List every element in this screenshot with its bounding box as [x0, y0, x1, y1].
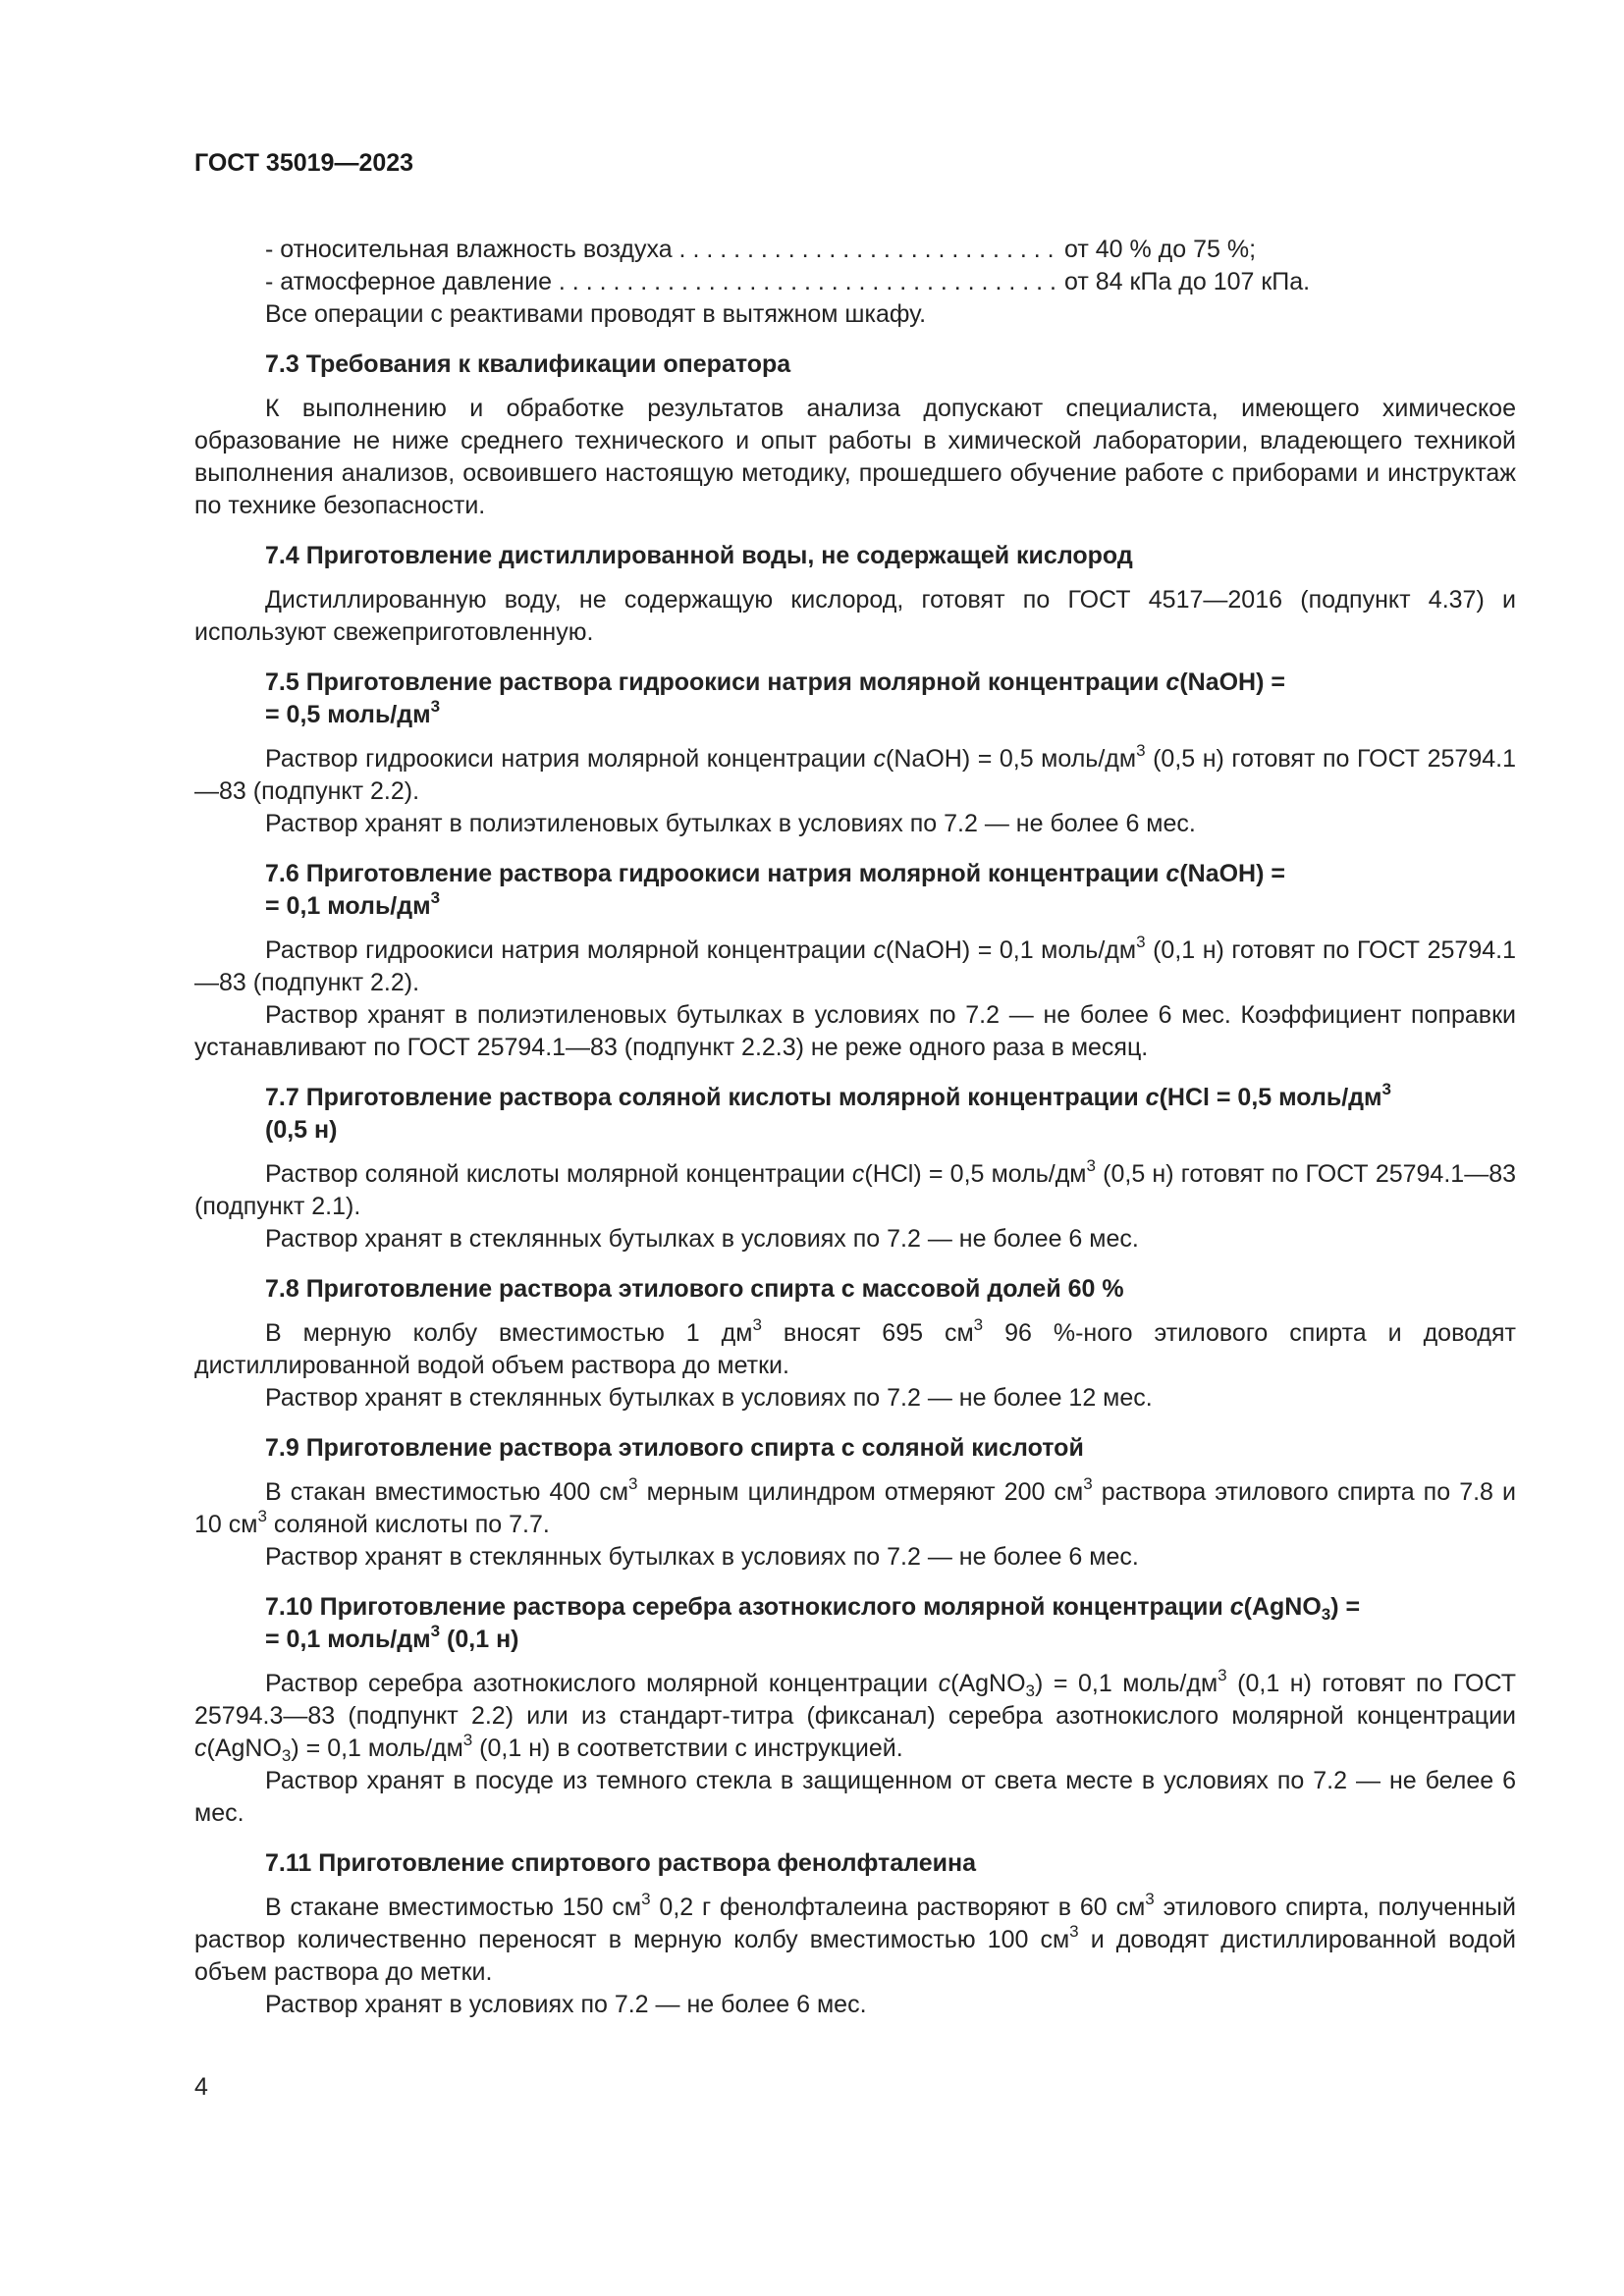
superscript: 3 — [973, 1315, 984, 1334]
heading-line-2 — [265, 699, 1516, 731]
section-heading-7-7 — [265, 1082, 1516, 1147]
paragraph: Раствор хранят в стеклянных бутылках в условиях по 7.2 — не более 6 мес. — [265, 1225, 1139, 1253]
superscript: 3 — [628, 1474, 638, 1493]
paragraph: Раствор хранят в стеклянных бутылках в условиях по 7.2 — не более 12 мес. — [265, 1384, 1153, 1412]
heading-text: = 0,5 моль/дм — [265, 701, 431, 728]
condition-humidity — [265, 234, 1516, 266]
text: В мерную колбу вместимостью 1 дм — [265, 1319, 753, 1347]
condition-value: от 84 кПа до 107 кПа. — [1064, 268, 1311, 295]
paragraph — [194, 1158, 1516, 1223]
paragraph: Раствор хранят в стеклянных бутылках в условиях по 7.2 — не более 6 мес. — [265, 1543, 1139, 1571]
superscript: 3 — [1136, 741, 1146, 760]
heading-text: 7.7 Приготовление раствора соляной кислоты молярной концентрации — [265, 1084, 1146, 1111]
section-heading-7-8: 7.8 Приготовление раствора этилового спирта с массовой долей 60 % — [265, 1275, 1124, 1303]
text: (NaOH) = 0,1 моль/дм — [886, 936, 1137, 964]
superscript: 3 — [430, 697, 441, 716]
text: 96 %-ного этилового спирта и доводят дистиллированной водой объем раствора до метки. — [194, 1319, 1516, 1379]
section-heading-7-4: 7.4 Приготовление дистиллированной воды, не содержащей кислород — [265, 542, 1133, 569]
heading-text: 7.6 Приготовление раствора гидроокиси натрия молярной концентрации — [265, 860, 1166, 887]
condition-pressure — [265, 266, 1516, 298]
subscript: 3 — [281, 1746, 292, 1765]
text: ) = 0,1 моль/дм — [291, 1735, 463, 1762]
paragraph — [194, 934, 1516, 999]
condition-value: от 40 % до 75 %; — [1064, 236, 1257, 263]
text: (0,1 н) готовят по ГОСТ 25794.1—83 (подпункт 2.2). — [194, 936, 1516, 996]
subscript: 3 — [1025, 1682, 1035, 1700]
text: (HCl) = 0,5 моль/дм — [864, 1160, 1087, 1188]
section-heading-7-9: 7.9 Приготовление раствора этилового спирта с соляной кислотой — [265, 1434, 1084, 1462]
paragraph: Раствор хранят в условиях по 7.2 — не более 6 мес. — [265, 1991, 867, 2018]
text: ) = 0,1 моль/дм — [1035, 1670, 1218, 1697]
paragraph: Все операции с реактивами проводят в вытяжном шкафу. — [265, 300, 927, 328]
heading-text: 7.5 Приготовление раствора гидроокиси натрия молярной концентрации — [265, 668, 1166, 696]
text: (NaOH) = 0,5 моль/дм — [886, 745, 1137, 773]
superscript: 3 — [1218, 1666, 1227, 1684]
heading-text: (HCl = 0,5 моль/дм — [1159, 1084, 1382, 1111]
heading-symbol: c — [1145, 1084, 1160, 1111]
heading-text: (NaOH) = — [1179, 860, 1285, 887]
paragraph — [194, 1668, 1516, 1765]
paragraph — [194, 1476, 1516, 1541]
condition-label: - атмосферное давление . . . — [265, 266, 1055, 298]
superscript: 3 — [1069, 1922, 1079, 1941]
paragraph — [194, 1892, 1516, 1989]
condition-label: - относительная влажность воздуха . . . — [265, 234, 1055, 266]
text: соляной кислоты по 7.7. — [266, 1511, 550, 1538]
text: (0,1 н) в соответствии с инструкцией. — [472, 1735, 903, 1762]
heading-text: 7.10 Приготовление раствора серебра азотнокислого молярной концентрации — [265, 1593, 1230, 1621]
text: (0,5 н) готовят по ГОСТ 25794.1—83 (подпункт 2.1). — [194, 1160, 1516, 1220]
document-header: ГОСТ 35019—2023 — [194, 149, 414, 177]
superscript: 3 — [430, 888, 441, 907]
superscript: 3 — [641, 1890, 651, 1908]
heading-text: (NaOH) = — [1179, 668, 1285, 696]
superscript: 3 — [1145, 1890, 1155, 1908]
text: (AgNO — [206, 1735, 282, 1762]
superscript: 3 — [430, 1622, 441, 1640]
heading-line-2 — [265, 1624, 1516, 1656]
paragraph: Дистиллированную воду, не содержащую кислород, готовят по ГОСТ 4517—2016 (подпункт 4.37) и используют свежеприготовленную. — [194, 586, 1516, 646]
text: (0,1 н) готовят по ГОСТ 25794.3—83 (подпункт 2.2) или из стандарт-титра (фиксанал) серебра азотнокислого молярной концентрации — [194, 1670, 1516, 1730]
section-heading-7-11: 7.11 Приготовление спиртового раствора фенолфталеина — [265, 1849, 977, 1877]
heading-text: (AgNO — [1243, 1593, 1322, 1621]
superscript: 3 — [1083, 1474, 1093, 1493]
heading-symbol: c — [1229, 1593, 1244, 1621]
heading-text: ) = — [1330, 1593, 1361, 1621]
text: 0,2 г фенолфталеина растворяют в 60 см — [650, 1894, 1146, 1921]
heading-line-2 — [265, 890, 1516, 923]
text: В стакан вместимостью 400 см — [265, 1478, 629, 1506]
heading-text: (0,1 н) — [440, 1626, 519, 1653]
subscript: 3 — [1321, 1605, 1331, 1624]
text: (0,5 н) готовят по ГОСТ 25794.1—83 (подпункт 2.2). — [194, 745, 1516, 805]
heading-text: = 0,1 моль/дм — [265, 1626, 431, 1653]
text: этилового спирта, полученный раствор количественно переносят в мерную колбу вместимостью 100 см — [194, 1894, 1516, 1953]
section-heading-7-5 — [265, 667, 1516, 731]
section-heading-7-10 — [265, 1591, 1516, 1656]
superscript: 3 — [752, 1315, 762, 1334]
superscript: 3 — [1136, 933, 1146, 951]
text: мерным цилиндром отмеряют 200 см — [637, 1478, 1084, 1506]
symbol: c — [873, 936, 887, 964]
section-heading-7-6 — [265, 858, 1516, 923]
text: вносят 695 см — [761, 1319, 974, 1347]
heading-text: = 0,1 моль/дм — [265, 892, 431, 920]
document-body — [194, 234, 1516, 2021]
symbol: c — [873, 745, 887, 773]
superscript: 3 — [1086, 1156, 1096, 1175]
section-heading-7-3: 7.3 Требования к квалификации оператора — [265, 350, 791, 378]
symbol: c — [851, 1160, 865, 1188]
paragraph: Раствор хранят в полиэтиленовых бутылках в условиях по 7.2 — не более 6 мес. — [265, 810, 1196, 837]
paragraph: Раствор хранят в посуде из темного стекла в защищенном от света месте в условиях по 7.2 — не белее 6 мес. — [194, 1767, 1516, 1827]
text: Раствор гидроокиси натрия молярной концентрации — [265, 936, 874, 964]
text: и доводят дистиллированной водой объем раствора до метки. — [194, 1926, 1516, 1986]
paragraph: Раствор хранят в полиэтиленовых бутылках в условиях по 7.2 — не более 6 мес. Коэффициент поправки устанавливают по ГОСТ 25794.1—83 (подпункт 2.2.3) не реже одного раза в месяц. — [194, 1001, 1516, 1061]
symbol: c — [194, 1735, 207, 1762]
text: раствора этилового спирта по 7.8 и 10 см — [194, 1478, 1517, 1538]
heading-symbol: c — [1165, 860, 1180, 887]
superscript: 3 — [462, 1731, 473, 1749]
page-number: 4 — [194, 2073, 208, 2101]
superscript: 3 — [1381, 1080, 1391, 1098]
text: Раствор серебра азотнокислого молярной концентрации — [265, 1670, 939, 1697]
paragraph — [194, 1317, 1516, 1382]
heading-line-2: (0,5 н) — [265, 1116, 338, 1144]
heading-symbol: c — [1165, 668, 1180, 696]
text: (AgNO — [950, 1670, 1026, 1697]
paragraph: К выполнению и обработке результатов анализа допускают специалиста, имеющего химическое образование не ниже среднего технического и опыт работы в химической лаборатории, владеющего техникой выполнения анализов, освоившего настоящую методику, прошедшего обучение работе с приборами и инструктаж по технике безопасности. — [194, 395, 1516, 519]
symbol: c — [938, 1670, 951, 1697]
text: Раствор гидроокиси натрия молярной концентрации — [265, 745, 874, 773]
text: В стакане вместимостью 150 см — [265, 1894, 642, 1921]
text: Раствор соляной кислоты молярной концентрации — [265, 1160, 852, 1188]
superscript: 3 — [257, 1507, 267, 1525]
paragraph — [194, 743, 1516, 808]
